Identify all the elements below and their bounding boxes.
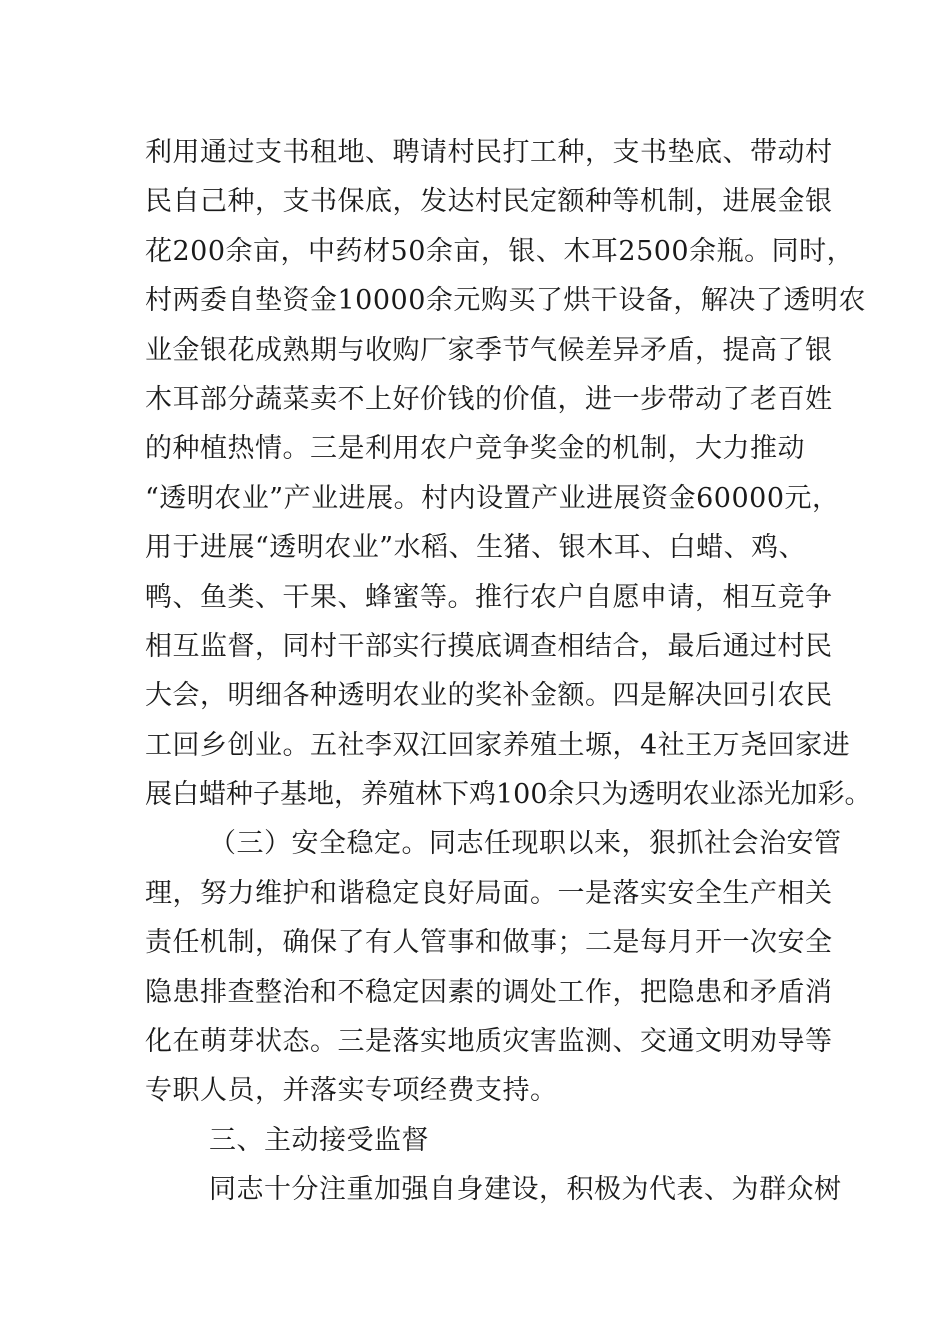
text-line: 鸭、鱼类、干果、蜂蜜等。推行农户自愿申请，相互竞争 xyxy=(145,581,833,613)
text-line: “透明农业”产业进展。村内设置产业进展资金60000元， xyxy=(145,482,840,514)
text-line: 业金银花成熟期与收购厂家季节气候差异矛盾，提高了银 xyxy=(145,334,833,366)
body-text xyxy=(145,128,872,1215)
text-line: 村两委自垫资金10000余元购买了烘干设备，解决了透明农 xyxy=(145,285,866,317)
text-line: 相互监督，同村干部实行摸底调查相结合，最后通过村民 xyxy=(145,630,833,662)
text-line: 的种植热情。三是利用农户竞争奖金的机制，大力推动 xyxy=(145,433,805,465)
text-line: 用于进展“透明农业”水稻、生猪、银木耳、白蜡、鸡、 xyxy=(145,532,807,564)
text-line: 理，努力维护和谐稳定良好局面。一是落实安全生产相关 xyxy=(145,877,833,909)
text-line: 大会，明细各种透明农业的奖补金额。四是解决回引农民 xyxy=(145,680,833,712)
text-line: 责任机制，确保了有人管事和做事；二是每月开一次安全 xyxy=(145,927,833,959)
text-line: 隐患排查整治和不稳定因素的调处工作，把隐患和矛盾消 xyxy=(145,976,833,1008)
text-line: 化在萌芽状态。三是落实地质灾害监测、交通文明劝导等 xyxy=(145,1026,833,1058)
text-line: 民自己种，支书保底，发达村民定额种等机制，进展金银 xyxy=(145,186,833,218)
text-line: 同志十分注重加强自身建设，积极为代表、为群众树 xyxy=(209,1174,842,1206)
text-line: （三）安全稳定。同志任现职以来，狠抓社会治安管 xyxy=(209,828,842,860)
text-line: 专职人员，并落实专项经费支持。 xyxy=(145,1075,558,1107)
text-line: 木耳部分蔬菜卖不上好价钱的价值，进一步带动了老百姓 xyxy=(145,383,833,415)
text-line: 花200余亩，中药材50余亩，银、木耳2500余瓶。同时， xyxy=(145,235,855,267)
text-line: 工回乡创业。五社李双江回家养殖土塬，4社王万尧回家进 xyxy=(145,729,851,761)
text-line: 展白蜡种子基地，养殖林下鸡100余只为透明农业添光加彩。 xyxy=(145,779,872,811)
section-heading: 三、主动接受监督 xyxy=(209,1124,429,1156)
text-line: 利用通过支书租地、聘请村民打工种，支书垫底、带动村 xyxy=(145,137,833,168)
